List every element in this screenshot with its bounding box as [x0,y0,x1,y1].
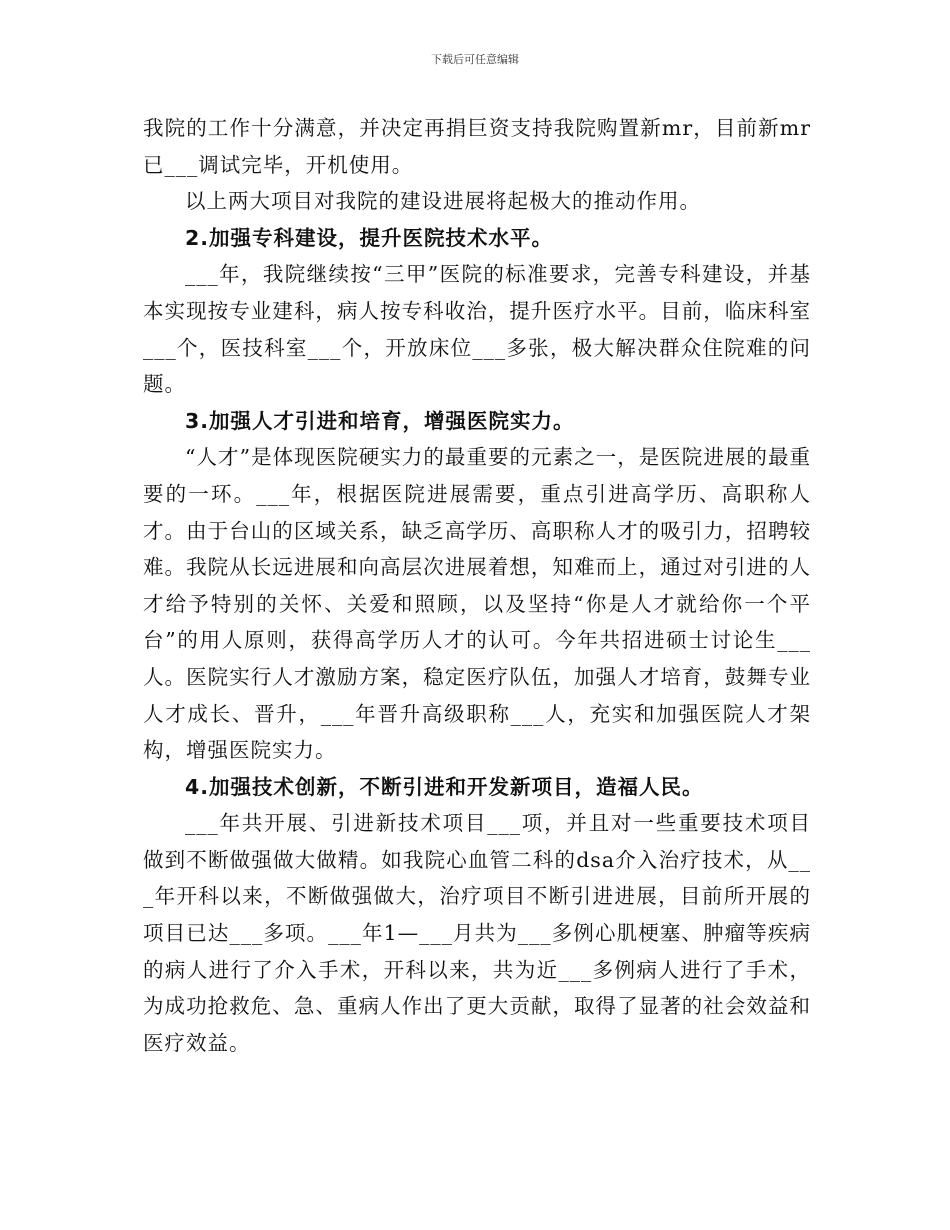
section-heading-3: 3.加强人才引进和培育，增强医院实力。 [185,408,575,433]
paragraph-summary: 以上两大项目对我院的建设进展将起极大的推动作用。 [185,189,701,214]
page-header-note: 下载后可任意编辑 [431,53,519,66]
paragraph-specialty: ___年，我院继续按“三甲”医院的标准要求，完善专科建设，并基本实现按专业建科，病人按专科收治，提升医疗水平。目前，临床科室___个，医技科室___个，开放床位___多张，极大解决群众住院难的问题。 [143,262,811,397]
document-body [143,110,811,1061]
paragraph-talent: “人才”是体现医院硬实力的最重要的元素之一，是医院进展的最重要的一环。___年，根据医院进展需要，重点引进高学历、高职称人才。由于台山的区域关系，缺乏高学历、高职称人才的吸引力，招聘较难。我院从长远进展和向高层次进展着想，知难而上，通过对引进的人才给予特别的关怀、关爱和照顾，以及坚持“你是人才就给你一个平台”的用人原则，获得高学历人才的认可。今年共招进硕士讨论生___人。医院实行人才激励方案，稳定医疗队伍，加强人才培育，鼓舞专业人才成长、晋升，___年晋升高级职称___人，充实和加强医院人才架构，增强医院实力。 [143,445,811,763]
paragraph-innovation: ___年共开展、引进新技术项目___项，并且对一些重要技术项目做到不断做强做大做精。如我院心血管二科的dsa介入治疗技术，从___年开科以来，不断做强做大，治疗项目不断引进进展，目前所开展的项目已达___多项。___年1—___月共为___多例心肌梗塞、肿瘤等疾病的病人进行了介入手术，开科以来，共为近___多例病人进行了手术，为成功抢救危、急、重病人作出了更大贡献，取得了显著的社会效益和医疗效益。 [143,811,811,1055]
paragraph-intro: 我院的工作十分满意，并决定再捐巨资支持我院购置新mr，目前新mr已___调试完毕，开机使用。 [143,116,811,177]
section-heading-4: 4.加强技术创新，不断引进和开发新项目，造福人民。 [185,774,704,799]
section-heading-2: 2.加强专科建设，提升医院技术水平。 [185,225,554,250]
